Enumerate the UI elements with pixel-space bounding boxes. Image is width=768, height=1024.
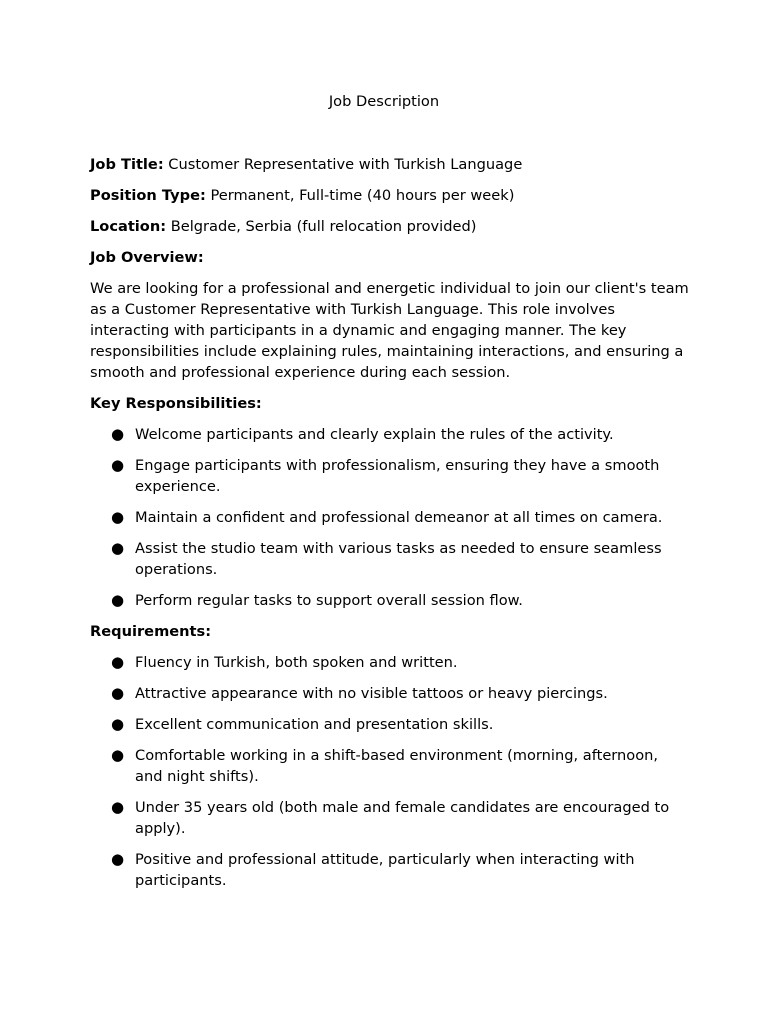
bullet-icon: ● [111, 746, 125, 764]
list-item [90, 745, 690, 787]
location-label: Location: [90, 218, 167, 235]
position-type-label: Position Type: [90, 187, 206, 204]
list-item [90, 507, 690, 528]
list-item-text: Excellent communication and presentation skills. [135, 716, 494, 733]
list-item-text: Comfortable working in a shift-based environment (morning, afternoon, and night shifts). [135, 747, 659, 785]
document-body [90, 154, 690, 901]
bullet-icon: ● [111, 591, 125, 609]
position-type-line [90, 185, 690, 206]
list-item [90, 652, 690, 673]
list-item [90, 455, 690, 497]
bullet-icon: ● [111, 425, 125, 443]
list-item-text: Welcome participants and clearly explain the rules of the activity. [135, 426, 614, 443]
bullet-icon: ● [111, 850, 125, 868]
list-item [90, 849, 690, 891]
document-title: Job Description [328, 93, 440, 110]
list-item [90, 683, 690, 704]
list-item-text: Positive and professional attitude, particularly when interacting with participants. [135, 851, 635, 889]
responsibilities-list [90, 424, 690, 611]
list-item-text: Engage participants with professionalism, ensuring they have a smooth experience. [135, 457, 660, 495]
job-title-line [90, 154, 690, 175]
list-item-text: Under 35 years old (both male and female candidates are encouraged to apply). [135, 799, 670, 837]
bullet-icon: ● [111, 653, 125, 671]
requirements-list [90, 652, 690, 891]
bullet-icon: ● [111, 508, 125, 526]
list-item [90, 797, 690, 839]
location-line [90, 216, 690, 237]
key-responsibilities-heading: Key Responsibilities: [90, 395, 262, 412]
job-title-value: Customer Representative with Turkish Language [168, 156, 523, 173]
list-item [90, 538, 690, 580]
position-type-value: Permanent, Full-time (40 hours per week) [210, 187, 515, 204]
list-item [90, 714, 690, 735]
location-value: Belgrade, Serbia (full relocation provided) [170, 218, 477, 235]
bullet-icon: ● [111, 684, 125, 702]
list-item-text: Perform regular tasks to support overall session flow. [135, 592, 523, 609]
requirements-heading: Requirements: [90, 623, 212, 640]
list-item-text: Assist the studio team with various tasks as needed to ensure seamless operations. [135, 540, 662, 578]
job-overview-text: We are looking for a professional and energetic individual to join our client's team as a Customer Representative with Turkish Language. This role involves interacting with participants in a dynamic and engaging manner. The key responsibilities include explaining rules, maintaining interactions, and ensuring a smooth and professional experience during each session. [90, 280, 689, 381]
list-item-text: Maintain a confident and professional demeanor at all times on camera. [135, 509, 663, 526]
bullet-icon: ● [111, 798, 125, 816]
list-item [90, 424, 690, 445]
list-item-text: Attractive appearance with no visible tattoos or heavy piercings. [135, 685, 608, 702]
bullet-icon: ● [111, 715, 125, 733]
list-item-text: Fluency in Turkish, both spoken and written. [135, 654, 458, 671]
job-overview-heading: Job Overview: [90, 249, 204, 266]
bullet-icon: ● [111, 539, 125, 557]
bullet-icon: ● [111, 456, 125, 474]
job-title-label: Job Title: [90, 156, 164, 173]
list-item [90, 590, 690, 611]
